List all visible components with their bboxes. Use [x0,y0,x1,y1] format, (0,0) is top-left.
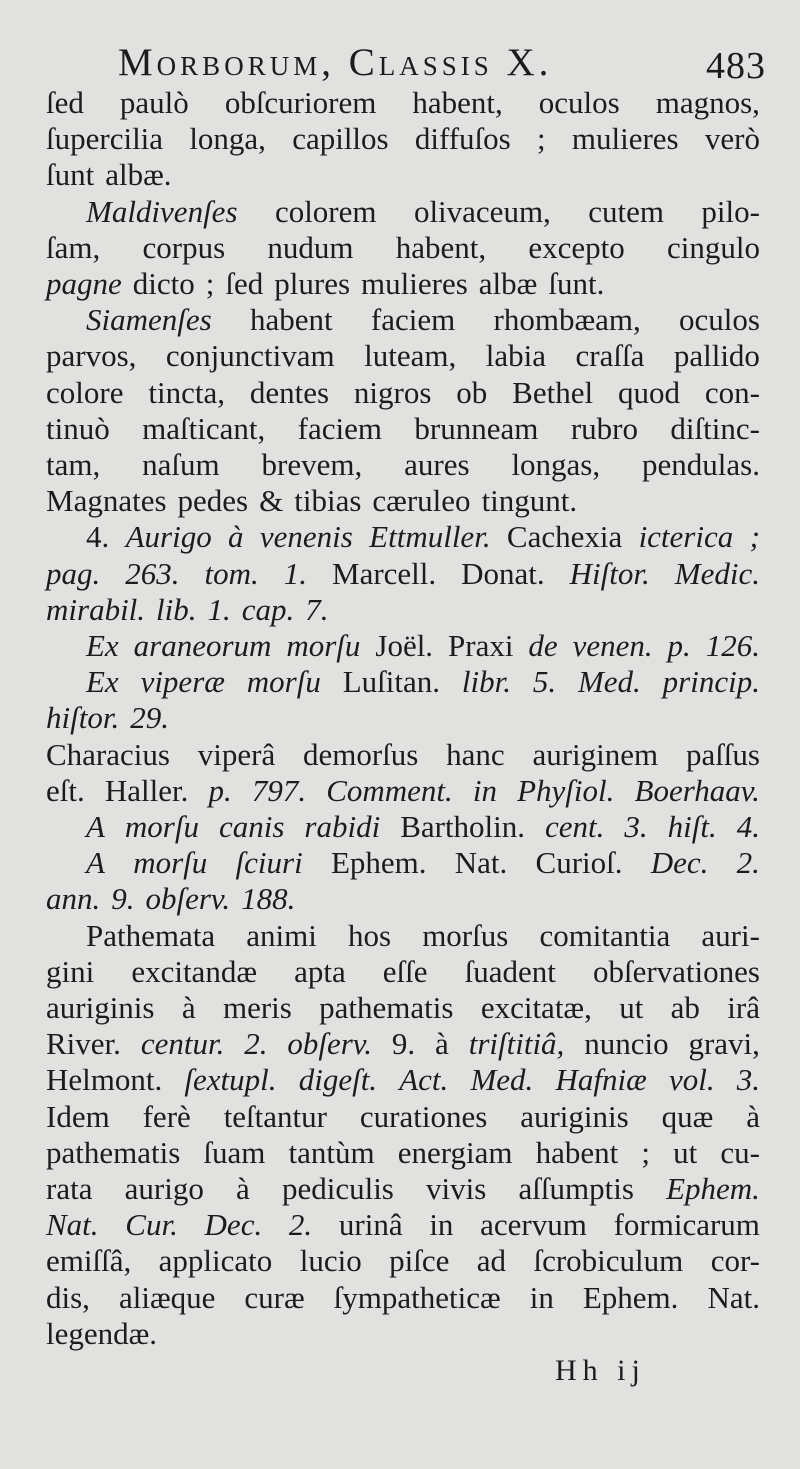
word: habent, [412,85,503,120]
word: pediculis [281,1171,394,1206]
word: habent [535,1134,619,1170]
word: dicto [132,266,195,301]
word: cu- [720,1134,760,1170]
word: A [86,845,105,881]
word: in [472,772,497,808]
word: corpus [142,229,226,265]
word: faciem [370,302,456,338]
word: tam, [46,447,101,482]
text-line [86,301,760,339]
word: ſed [225,266,264,301]
word: longas, [511,447,601,482]
word: 9. [391,1026,416,1062]
word: Act. [399,1062,449,1098]
text-line [86,193,760,231]
word: A [86,809,105,844]
word: auriginis [46,990,155,1025]
word: excitatæ, [480,990,592,1025]
word: auriginem [532,736,659,772]
word: rubro [570,410,638,446]
word: albæ. [105,157,172,193]
word: aurigo [124,1171,204,1206]
word: dis, [46,1279,90,1315]
word: Bethel [512,374,594,410]
word: Bartholin. [400,809,526,844]
word: araneorum [133,628,272,663]
word: ad [476,1243,507,1279]
word: nudum [267,229,354,265]
word: ; [641,1134,650,1170]
word: tantùm [288,1134,375,1170]
word: Phyſiol. [517,772,615,808]
word: oculos [538,85,620,120]
text-line [46,1242,760,1280]
word: tingunt. [481,483,578,519]
text-line [86,627,760,665]
word: à [236,1171,250,1206]
word: meris [222,990,292,1025]
word: canis [218,809,285,844]
word: ; [537,121,546,157]
word: Joël. [375,628,434,663]
word: curæ [244,1279,305,1315]
word: Hafniæ [555,1062,647,1098]
text-line [46,1025,760,1063]
word: à [228,519,244,555]
word: Characius [46,736,170,772]
word: Nat. [46,1207,99,1243]
word: ſcrobiculum [533,1243,684,1279]
word: excepto [528,229,625,265]
text-line [86,663,760,701]
word: faciem [297,410,382,446]
text-line [46,1134,760,1172]
word: nigros [353,374,432,410]
word: Dec. [204,1207,263,1243]
word: triſtitiâ, [468,1026,565,1062]
word: centur. [140,1026,225,1062]
word: 9. [111,881,135,917]
text-line [46,880,760,918]
word: energiam [397,1134,513,1170]
text-line [46,699,760,737]
word: 3. [736,1062,760,1098]
word: colorem [274,193,377,229]
word: gravi, [688,1026,760,1062]
word: ut [619,990,644,1025]
word: quod [617,374,680,410]
word: 188. [241,881,296,917]
text-line [86,808,760,846]
word: Boerhaav. [634,772,760,808]
word: libr. [461,664,511,700]
word: auriginis [520,1098,629,1134]
text-line [46,229,760,267]
word: River. [46,1026,121,1062]
word: & [259,483,284,519]
word: tinuò [46,410,110,446]
text-line [46,265,760,303]
word: Luſitan. [342,664,441,700]
word: magnos, [655,85,760,120]
text-line [46,84,760,122]
word: pedes [177,483,249,519]
word: morſu [133,845,208,881]
word: tom. [204,555,259,591]
word: paſſus [685,736,760,772]
text-line [86,844,760,882]
word: Haller. [104,772,189,808]
word: craſſa [575,338,645,374]
text-line [46,1206,760,1244]
word: gini [46,953,95,989]
word: 2. [736,845,760,881]
word: 263. [125,555,180,591]
text-line [46,1098,760,1136]
word: à [181,990,196,1025]
word: pagne [46,266,122,301]
text-line [46,953,760,991]
text-line [46,156,760,194]
text-line [46,1315,760,1353]
word: parvos, [46,338,137,374]
text-line [46,591,760,629]
word: apta [294,953,346,989]
word: 797. [251,772,307,808]
word: ab [670,990,700,1025]
word: cutem [588,193,664,229]
word: vivis [426,1171,487,1206]
word: Ex [86,664,119,700]
word: 4. [736,809,760,844]
word: colore [46,374,124,410]
word: aſſumptis [518,1171,634,1206]
word: Ettmuller. [369,519,491,555]
text-line [46,374,760,412]
word: obſerv. [145,881,231,917]
word: Magnates [46,483,167,519]
signature-mark: Hh ij [555,1354,646,1387]
word: diffuſos [414,121,511,157]
text-line [46,337,760,375]
word: à [746,1098,760,1134]
word: morſu [246,664,321,700]
word: rabidi [304,809,381,844]
word: naſum [142,447,220,482]
word: irâ [727,990,760,1025]
word: demorſus [303,736,419,772]
word: Hiſtor. [569,555,650,591]
word: Ephem. [666,1171,760,1206]
word: Ephem. [582,1279,679,1315]
word: tincta, [148,374,225,410]
word: pathematis [46,1134,181,1170]
word: Curioſ. [535,845,623,881]
word: icterica [638,519,734,555]
word: paulò [119,85,189,120]
word: 1. [207,591,231,627]
word: nuncio [584,1026,669,1062]
word: Donat. [461,555,545,591]
word: urinâ [338,1207,403,1243]
word: ut [673,1134,698,1170]
word: pendulas. [642,447,760,482]
word: ferè [142,1098,191,1134]
word: 2. [244,1026,268,1062]
word: obſcuriorem [224,85,377,120]
word: Idem [46,1098,110,1134]
word: Nat. [454,845,508,881]
word: applicato [158,1243,273,1279]
running-title: Morborum, Classis X. [118,41,553,84]
word: conjunctivam [165,338,335,374]
text-line [46,446,760,484]
word: formicarum [613,1207,760,1243]
text-line [46,736,760,774]
word: ſextupl. [184,1062,277,1098]
word: Nat. [707,1279,760,1315]
word: maſticant, [142,410,266,446]
word: obſervationes [592,953,760,989]
word: pallido [673,338,760,374]
word: hiſt. [667,809,717,844]
word: 29. [130,700,169,736]
word: Cachexia [506,519,623,555]
word: excitandæ [131,953,257,989]
text-line [46,772,760,810]
word: eſt. [46,772,85,808]
word: Praxi [448,628,514,663]
word: brunneam [414,410,539,446]
word: viperæ [140,664,225,700]
word: pilo- [701,193,760,229]
word: Med. [577,664,641,700]
word: mulieres [361,266,468,301]
word: tibias [294,483,362,519]
word: cap. [241,591,295,627]
word: Ex [86,628,119,663]
word: pathematis [319,990,454,1025]
word: labia [485,338,546,374]
text-line [46,1170,760,1208]
word: 3. [624,809,648,844]
word: oculos [679,302,760,338]
word: verò [704,121,760,157]
word: pag. [46,555,101,591]
word: venen. [572,628,653,663]
word: Aurigo [125,519,212,555]
word: con- [704,374,760,410]
word: obſerv. [287,1026,373,1062]
word: albæ [478,266,538,301]
text-line [46,410,760,448]
word: auri- [701,917,760,953]
word: ob [456,374,488,410]
word: ſunt [46,157,95,193]
word: in [429,1207,454,1243]
word: emiſſâ, [46,1243,132,1279]
word: ſunt. [548,266,605,301]
word: luteam, [364,338,457,374]
word: Siamenſes [86,302,212,338]
word: cent. [545,809,605,844]
word: 7. [305,591,329,627]
word: hos [347,917,392,953]
word: dentes [249,374,330,410]
word: Med. [470,1062,534,1098]
word: digeſt. [298,1062,378,1098]
word: à [435,1026,449,1062]
word: morſu [124,809,199,844]
word: p. [208,772,232,808]
word: Comment. [326,772,453,808]
word: Maldivenſes [86,193,238,229]
word: habent, [395,229,487,265]
text-line [46,1061,760,1099]
word: hiſtor. [46,700,120,736]
word: diſtinc- [670,410,760,446]
text-line [46,989,760,1027]
word: hanc [446,736,505,772]
word: animi [246,917,317,953]
word: 126. [705,628,760,663]
word: ſympatheticæ [333,1279,501,1315]
word: longa, [189,121,266,157]
word: Pathemata [86,917,216,953]
word: de [528,628,558,663]
text-line [86,917,760,955]
word: morſu [286,628,361,663]
word: ; [749,519,760,555]
text-line [46,120,760,158]
word: Helmont. [46,1062,163,1098]
word: 2. [288,1207,313,1243]
word: cingulo [666,229,760,265]
text-line [46,1279,760,1317]
word: cæruleo [372,483,471,519]
word: ſciuri [235,845,303,881]
page-number: 483 [706,45,766,87]
word: curationes [359,1098,488,1134]
word: ſupercilia [46,121,164,157]
word: Marcell. [332,555,437,591]
word: mirabil. [46,591,146,627]
word: lucio [299,1243,362,1279]
word: 5. [532,664,557,700]
word: aliæque [118,1279,216,1315]
word: acervum [480,1207,587,1243]
word: ; [205,266,215,301]
word: 4. [86,519,110,555]
word: capillos [292,121,389,157]
word: Ephem. [330,845,427,881]
word: brevem, [261,447,363,482]
word: olivaceum, [413,193,551,229]
word: ſam, [46,229,101,265]
word: rata [46,1171,93,1206]
word: vol. [668,1062,715,1098]
text-line [86,518,760,556]
word: Dec. [650,845,709,881]
word: princip. [662,664,760,700]
text-line [46,555,760,593]
text-line [46,482,760,520]
word: teſtantur [223,1098,327,1134]
word: Medic. [674,555,760,591]
word: ſuam [203,1134,266,1170]
word: legendæ. [46,1315,158,1351]
word: morſus [422,917,509,953]
word: comitantia [539,917,671,953]
word: ſed [46,85,84,120]
word: in [529,1279,554,1315]
word: quæ [661,1098,714,1134]
word: cor- [710,1243,760,1279]
word: Cur. [125,1207,178,1243]
word: lib. [156,591,197,627]
word: 1. [283,555,307,591]
word: mulieres [571,121,679,157]
word: ann. [46,881,101,917]
word: habent [249,302,333,338]
word: viperâ [197,736,276,772]
word: rhombæam, [493,302,641,338]
word: ſuadent [464,953,556,989]
word: plures [274,266,351,301]
word: piſce [389,1243,450,1279]
word: p. [667,628,691,663]
word: venenis [259,519,353,555]
word: eſſe [382,953,428,989]
word: aures [404,447,470,482]
